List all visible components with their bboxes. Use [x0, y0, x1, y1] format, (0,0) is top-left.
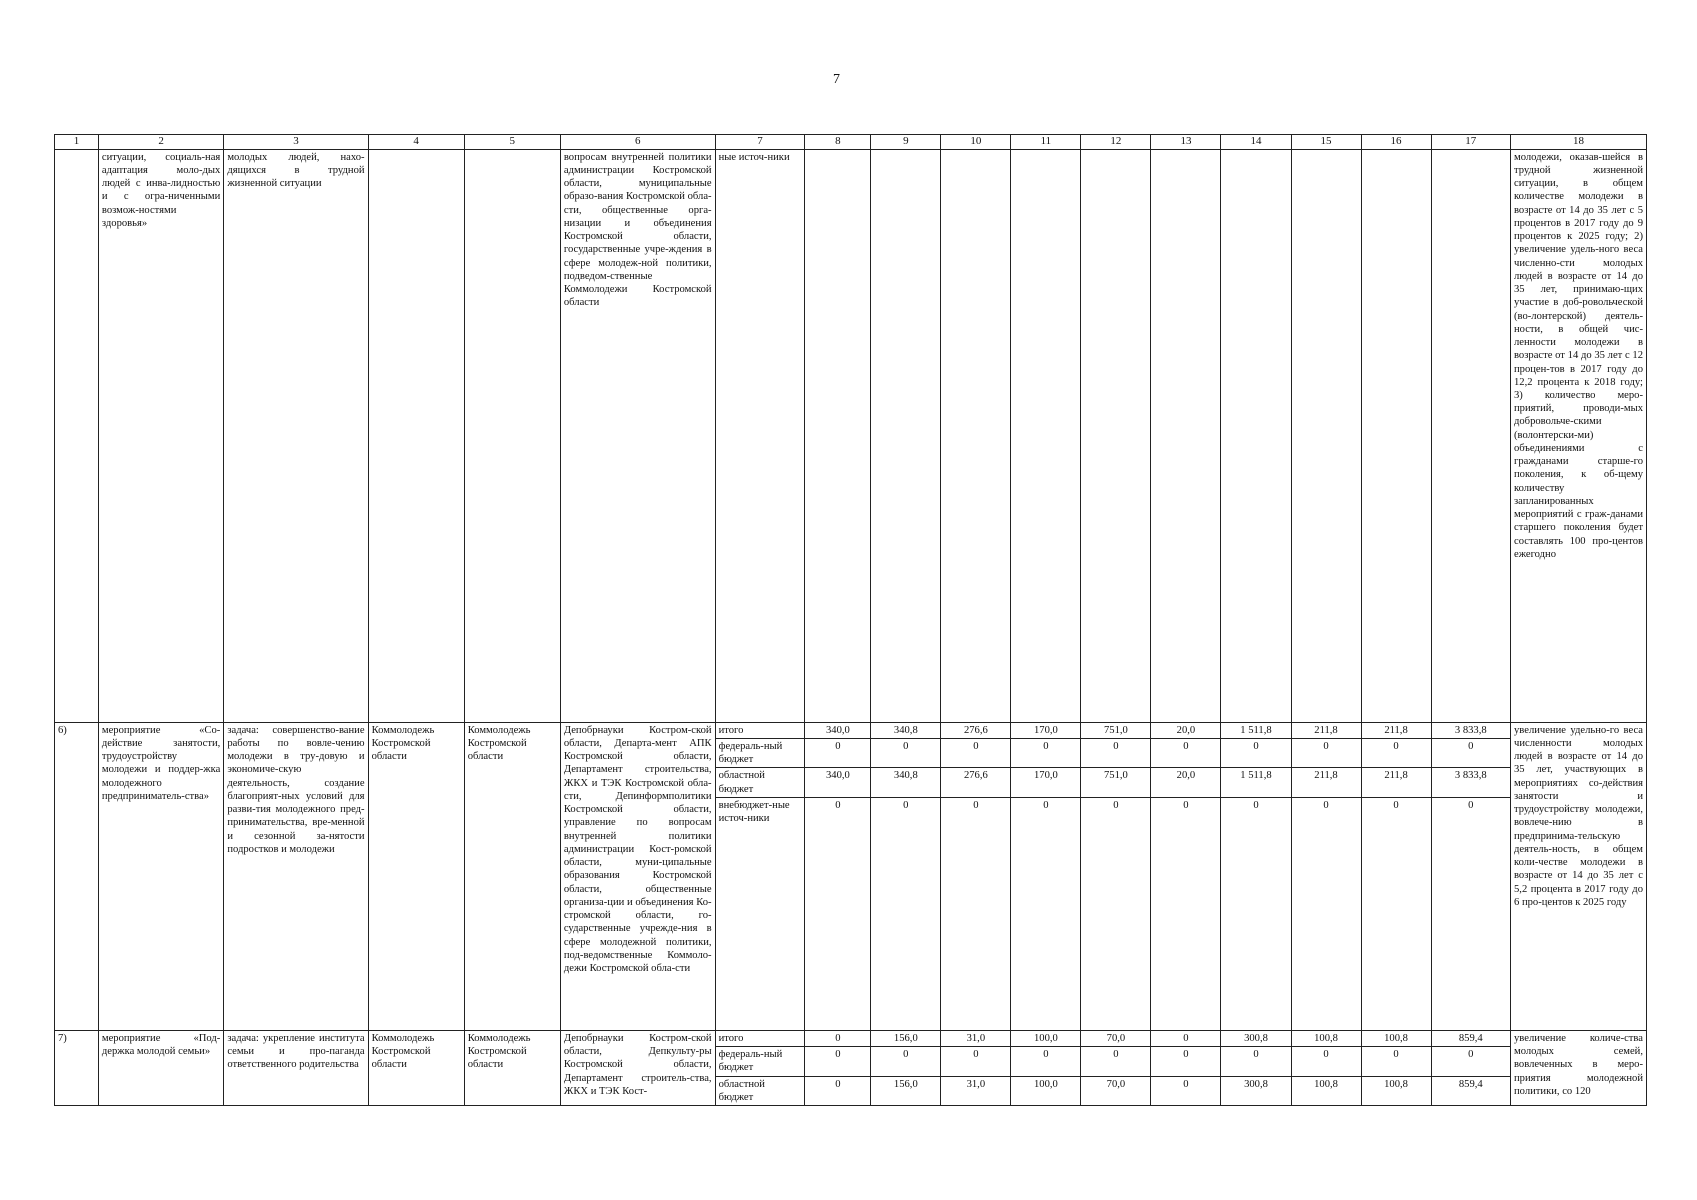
value-cell: 1 511,8	[1221, 722, 1291, 738]
value-cell: 211,8	[1291, 768, 1361, 797]
value-cell: 0	[1431, 1047, 1510, 1076]
value-cell: 0	[1361, 1047, 1431, 1076]
col-header: 14	[1221, 135, 1291, 150]
value-cell: 211,8	[1361, 722, 1431, 738]
value-cell: 0	[1361, 738, 1431, 767]
program-table	[54, 134, 1647, 1106]
value-cell: 100,8	[1291, 1030, 1361, 1046]
col-header: 1	[55, 135, 99, 150]
col-header: 8	[805, 135, 871, 150]
row-number: 7)	[55, 1030, 99, 1105]
co-executors-cell: Депобрнауки Костром-ской области, Депкульту-ры Костромской области, Департамент строитель-ства, ЖКХ и ТЭК Кост-	[560, 1030, 715, 1105]
value-cell: 156,0	[871, 1076, 941, 1105]
value-cell: 0	[1011, 1047, 1081, 1076]
col-header: 12	[1081, 135, 1151, 150]
value-cell: 0	[805, 738, 871, 767]
col-header: 2	[98, 135, 223, 150]
value-cell: 0	[805, 1047, 871, 1076]
value-cell: 0	[1081, 1047, 1151, 1076]
value-cell: 170,0	[1011, 768, 1081, 797]
executor-cell: Коммолодежь Костромской области	[368, 722, 464, 1030]
value-cell: 0	[1011, 738, 1081, 767]
header-row	[55, 135, 1647, 150]
col-header: 16	[1361, 135, 1431, 150]
value-cell: 0	[941, 1047, 1011, 1076]
value-cell: 156,0	[871, 1030, 941, 1046]
value-cell: 0	[1431, 797, 1510, 1030]
value-cell: 0	[1151, 1030, 1221, 1046]
funding-source-cell: областной бюджет	[715, 768, 805, 797]
value-cell: 276,6	[941, 768, 1011, 797]
value-cell: 20,0	[1151, 768, 1221, 797]
result-cell: увеличение количе-ства молодых семей, вовлеченных в меро-приятия молодежной политики, со 120	[1511, 1030, 1647, 1105]
value-cell: 0	[1221, 797, 1291, 1030]
value-cell: 0	[805, 1076, 871, 1105]
value-cell: 211,8	[1291, 722, 1361, 738]
value-cell: 31,0	[941, 1076, 1011, 1105]
value-cell: 0	[1151, 738, 1221, 767]
value-cell: 100,0	[1011, 1076, 1081, 1105]
value-cell: 100,8	[1291, 1076, 1361, 1105]
page-number: 7	[833, 72, 840, 87]
funding-source-cell: федераль-ный бюджет	[715, 1047, 805, 1076]
value-cell: 340,8	[871, 768, 941, 797]
result-cell: молодежи, оказав-шейся в трудной жизненной ситуации, в общем количестве молодежи в возрасте от 14 до 35 лет с 5 процентов в 2017 году до 9 процентов к 2025 году; 2) увеличение удель-ного веса численно-сти молодых людей в возрасте от 14 до 35 лет, принимаю-щих участие в доб-ровольческой (во-лонтерской) деятель-ности, в общей чис-ленности молодежи в возрасте от 14 до 35 лет с 12 процен-тов в 2017 году до 12,2 процента к 2018 году; 3) количество меро-приятий, проводи-мых добровольче-скими (волонтерски-ми) объединениями с гражданами старше-го поколения, к об-щему количеству запланированных мероприятий с граж-данами старшего поколения будет составлять 100 про-центов ежегодно	[1511, 149, 1647, 722]
col-header: 5	[464, 135, 560, 150]
value-cell: 0	[1291, 797, 1361, 1030]
value-cell: 340,0	[805, 768, 871, 797]
value-cell: 0	[1221, 738, 1291, 767]
col-header: 13	[1151, 135, 1221, 150]
event-name-cell: мероприятие «Со-действие занятости, трудоустройству молодежи и поддер-жка молодежного предприниматель-ства»	[98, 722, 223, 1030]
value-cell: 1 511,8	[1221, 768, 1291, 797]
col-header: 6	[560, 135, 715, 150]
table-row	[55, 149, 1647, 722]
value-cell: 3 833,8	[1431, 722, 1510, 738]
value-cell: 100,8	[1361, 1076, 1431, 1105]
col-header: 7	[715, 135, 805, 150]
col-header: 11	[1011, 135, 1081, 150]
value-cell: 0	[1081, 738, 1151, 767]
row-number: 6)	[55, 722, 99, 1030]
value-cell: 0	[1151, 1076, 1221, 1105]
value-cell: 300,8	[1221, 1030, 1291, 1046]
task-cell: молодых людей, нахо-дящихся в трудной жизненной ситуации	[224, 149, 368, 722]
value-cell: 340,8	[871, 722, 941, 738]
value-cell: 0	[1221, 1047, 1291, 1076]
co-executors-cell: вопросам внутренней политики администрации Костромской области, муниципальные образо-вания Костромской обла-сти, общественные орга-низации и объединения Костромской области, государственные учре-ждения в сфере молодеж-ной политики, подведом-ственные Коммолодежи Костромской области	[560, 149, 715, 722]
funding-source-cell: ные источ-ники	[715, 149, 805, 722]
value-cell: 300,8	[1221, 1076, 1291, 1105]
value-cell: 0	[871, 1047, 941, 1076]
value-cell: 0	[1151, 797, 1221, 1030]
value-cell: 100,0	[1011, 1030, 1081, 1046]
funding-source-cell: областной бюджет	[715, 1076, 805, 1105]
col-header: 4	[368, 135, 464, 150]
executor-cell: Коммолодежь Костромской области	[464, 722, 560, 1030]
value-cell: 211,8	[1361, 768, 1431, 797]
value-cell: 3 833,8	[1431, 768, 1510, 797]
funding-source-cell: федераль-ный бюджет	[715, 738, 805, 767]
col-header: 9	[871, 135, 941, 150]
value-cell: 0	[805, 797, 871, 1030]
value-cell: 751,0	[1081, 722, 1151, 738]
col-header: 10	[941, 135, 1011, 150]
value-cell: 100,8	[1361, 1030, 1431, 1046]
value-cell: 0	[941, 797, 1011, 1030]
funding-source-cell: внебюджет-ные источ-ники	[715, 797, 805, 1030]
value-cell: 31,0	[941, 1030, 1011, 1046]
value-cell: 170,0	[1011, 722, 1081, 738]
value-cell: 751,0	[1081, 768, 1151, 797]
table-row	[55, 722, 1647, 738]
value-cell: 20,0	[1151, 722, 1221, 738]
value-cell: 0	[1291, 1047, 1361, 1076]
col-header: 3	[224, 135, 368, 150]
funding-source-cell: итого	[715, 722, 805, 738]
value-cell: 0	[941, 738, 1011, 767]
col-header: 17	[1431, 135, 1510, 150]
value-cell: 0	[1361, 797, 1431, 1030]
funding-source-cell: итого	[715, 1030, 805, 1046]
col-header: 18	[1511, 135, 1647, 150]
result-cell: увеличение удельно-го веса численности молодых людей в возрасте от 14 до 35 лет, участвующих в мероприятиях со-действия занятости и трудоустройству молодежи, вовлече-нию в предпринима-тельскую деятель-ность, в общем коли-честве молодежи в возрасте от 14 до 35 лет с 5,2 процента в 2017 году до 6 про-центов к 2025 году	[1511, 722, 1647, 1030]
event-name-cell: мероприятие «Под-держка молодой семьи»	[98, 1030, 223, 1105]
table-row	[55, 1030, 1647, 1046]
executor-cell: Коммолодежь Костромской области	[464, 1030, 560, 1105]
value-cell: 0	[1291, 738, 1361, 767]
value-cell: 0	[1081, 797, 1151, 1030]
value-cell: 276,6	[941, 722, 1011, 738]
value-cell: 0	[1151, 1047, 1221, 1076]
value-cell: 0	[871, 797, 941, 1030]
value-cell: 0	[871, 738, 941, 767]
co-executors-cell: Депобрнауки Костром-ской области, Департа-мент АПК Костромской области, Департамент строительства, ЖКХ и ТЭК Костромской обла-сти, Депинформполитики Костромской области, управление по вопросам внутренней политики администрации Кост-ромской области, муни-ципальные образования Костромской области, общественные организа-ции и объединения Ко-стромской области, го-сударственные учрежде-ния в сфере молодежной политики, под-ведомственные Коммоло-дежи Костромской обла-сти	[560, 722, 715, 1030]
value-cell: 340,0	[805, 722, 871, 738]
value-cell: 0	[805, 1030, 871, 1046]
task-cell: задача: совершенство-вание работы по вовле-чению молодежи в тру-довую и экономиче-скую деятельность, создание благоприят-ных условий для разви-тия молодежного пред-принимательства, вре-менной и сезонной за-нятости подростков и молодежи	[224, 722, 368, 1030]
event-name-cell: ситуации, социаль-ная адаптация моло-дых людей с инва-лидностью и с огра-ниченными возмож-ностями здоровья»	[98, 149, 223, 722]
value-cell: 859,4	[1431, 1076, 1510, 1105]
col-header: 15	[1291, 135, 1361, 150]
executor-cell: Коммолодежь Костромской области	[368, 1030, 464, 1105]
value-cell: 0	[1431, 738, 1510, 767]
value-cell: 70,0	[1081, 1030, 1151, 1046]
task-cell: задача: укрепление института семьи и про-паганда ответственного родительства	[224, 1030, 368, 1105]
value-cell: 859,4	[1431, 1030, 1510, 1046]
value-cell: 70,0	[1081, 1076, 1151, 1105]
value-cell: 0	[1011, 797, 1081, 1030]
